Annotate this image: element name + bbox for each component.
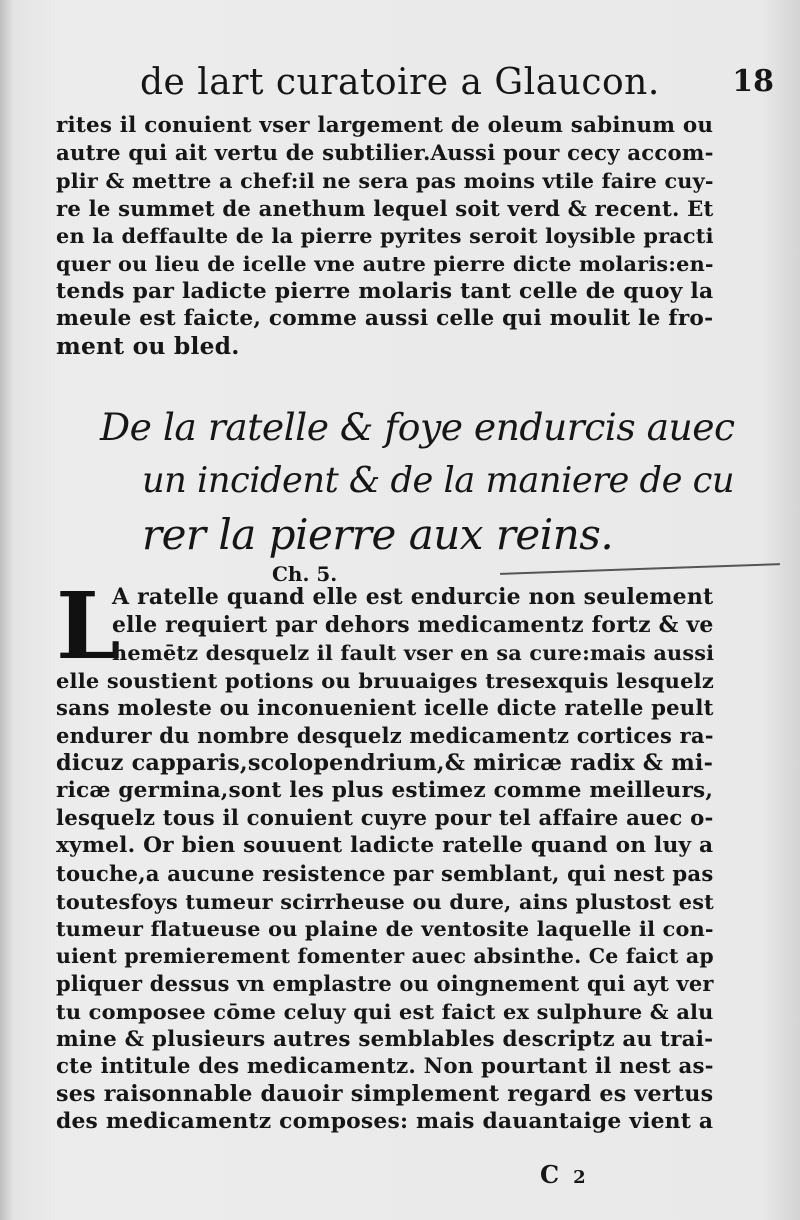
text-line: mine & plusieurs autres semblables descriptz au trai-: [56, 1026, 714, 1052]
text-line: re le summet de anethum lequel soit verd & recent. Et: [56, 195, 714, 221]
heading-line: De la ratelle & foye endurcis auec: [100, 405, 735, 449]
text-line: tumeur flatueuse ou plaine de ventosite laquelle il con-: [56, 916, 714, 942]
text-line: touche,a aucune resistence par semblant, qui nest pas: [56, 860, 714, 886]
signature-mark: [540, 1160, 586, 1189]
chapter-heading: [100, 400, 740, 562]
text-line: cte intitule des medicamentz. Non pourtant il nest as-: [56, 1054, 714, 1080]
text-line: ricæ germina,sont les plus estimez comme meilleurs,: [56, 778, 714, 804]
text-line: elle requiert par dehors medicamentz fortz & ve: [112, 611, 714, 638]
ink-stroke: [500, 563, 780, 575]
signature-number: 2: [573, 1167, 586, 1188]
text-line: ment ou bled.: [56, 331, 240, 360]
text-line: ses raisonnable dauoir simplement regard es vertus: [56, 1080, 714, 1107]
text-line: dicuz capparis,scolopendrium,& miricæ radix & mi-: [56, 749, 714, 776]
signature-letter: C: [540, 1160, 560, 1189]
text-line: hemētz desquelz il fault vser en sa cure:mais aussi: [112, 640, 715, 666]
text-line: A ratelle quand elle est endurcie non seulement: [112, 584, 714, 610]
text-line: elle soustient potions ou bruuaiges tresexquis lesquelz: [56, 667, 714, 693]
text-line: xymel. Or bien souuent ladicte ratelle quand on luy a: [56, 833, 714, 859]
text-line: plir & mettre a chef:il ne sera pas moins vtile faire cuy-: [56, 168, 714, 194]
text-line: endurer du nombre desquelz medicamentz cortices ra-: [56, 722, 714, 748]
text-line: toutesfoys tumeur scirrheuse ou dure, ains plustost est: [56, 888, 714, 914]
drop-cap-initial: L: [56, 572, 121, 680]
text-line: meule est faicte, comme aussi celle qui moulit le fro-: [56, 306, 714, 332]
running-title: de lart curatoire a Glaucon.: [140, 62, 660, 103]
text-line: des medicamentz composes: mais dauantaige vient a: [56, 1108, 714, 1135]
page-number: 18: [732, 64, 774, 99]
text-line: tu composee cōme celuy qui est faict ex sulphure & alu: [56, 998, 714, 1024]
text-line: lesquelz tous il conuient cuyre pour tel affaire auec o-: [56, 805, 714, 831]
heading-line: un incident & de la maniere de cu: [142, 460, 735, 501]
paragraph-continued: [56, 112, 716, 360]
heading-line: rer la pierre aux reins.: [142, 510, 614, 559]
text-line: tends par ladicte pierre molaris tant celle de quoy la: [56, 277, 714, 304]
text-line: quer ou lieu de icelle vne autre pierre dicte molaris:en-: [56, 250, 714, 276]
text-line: en la deffaulte de la pierre pyrites seroit loysible practi: [56, 223, 714, 249]
text-line: rites il conuient vser largement de oleum sabinum ou: [56, 113, 714, 138]
text-line: uient premierement fomenter auec absinthe. Ce faict ap: [56, 943, 714, 968]
text-line: sans moleste ou inconuenient icelle dicte ratelle peult: [56, 695, 714, 721]
chapter-number: Ch. 5.: [272, 562, 338, 586]
text-line: pliquer dessus vn emplastre ou oingnement qui ayt ver: [56, 971, 714, 997]
page-header: [140, 62, 774, 106]
text-line: autre qui ait vertu de subtilier.Aussi pour cecy accom-: [56, 140, 714, 166]
